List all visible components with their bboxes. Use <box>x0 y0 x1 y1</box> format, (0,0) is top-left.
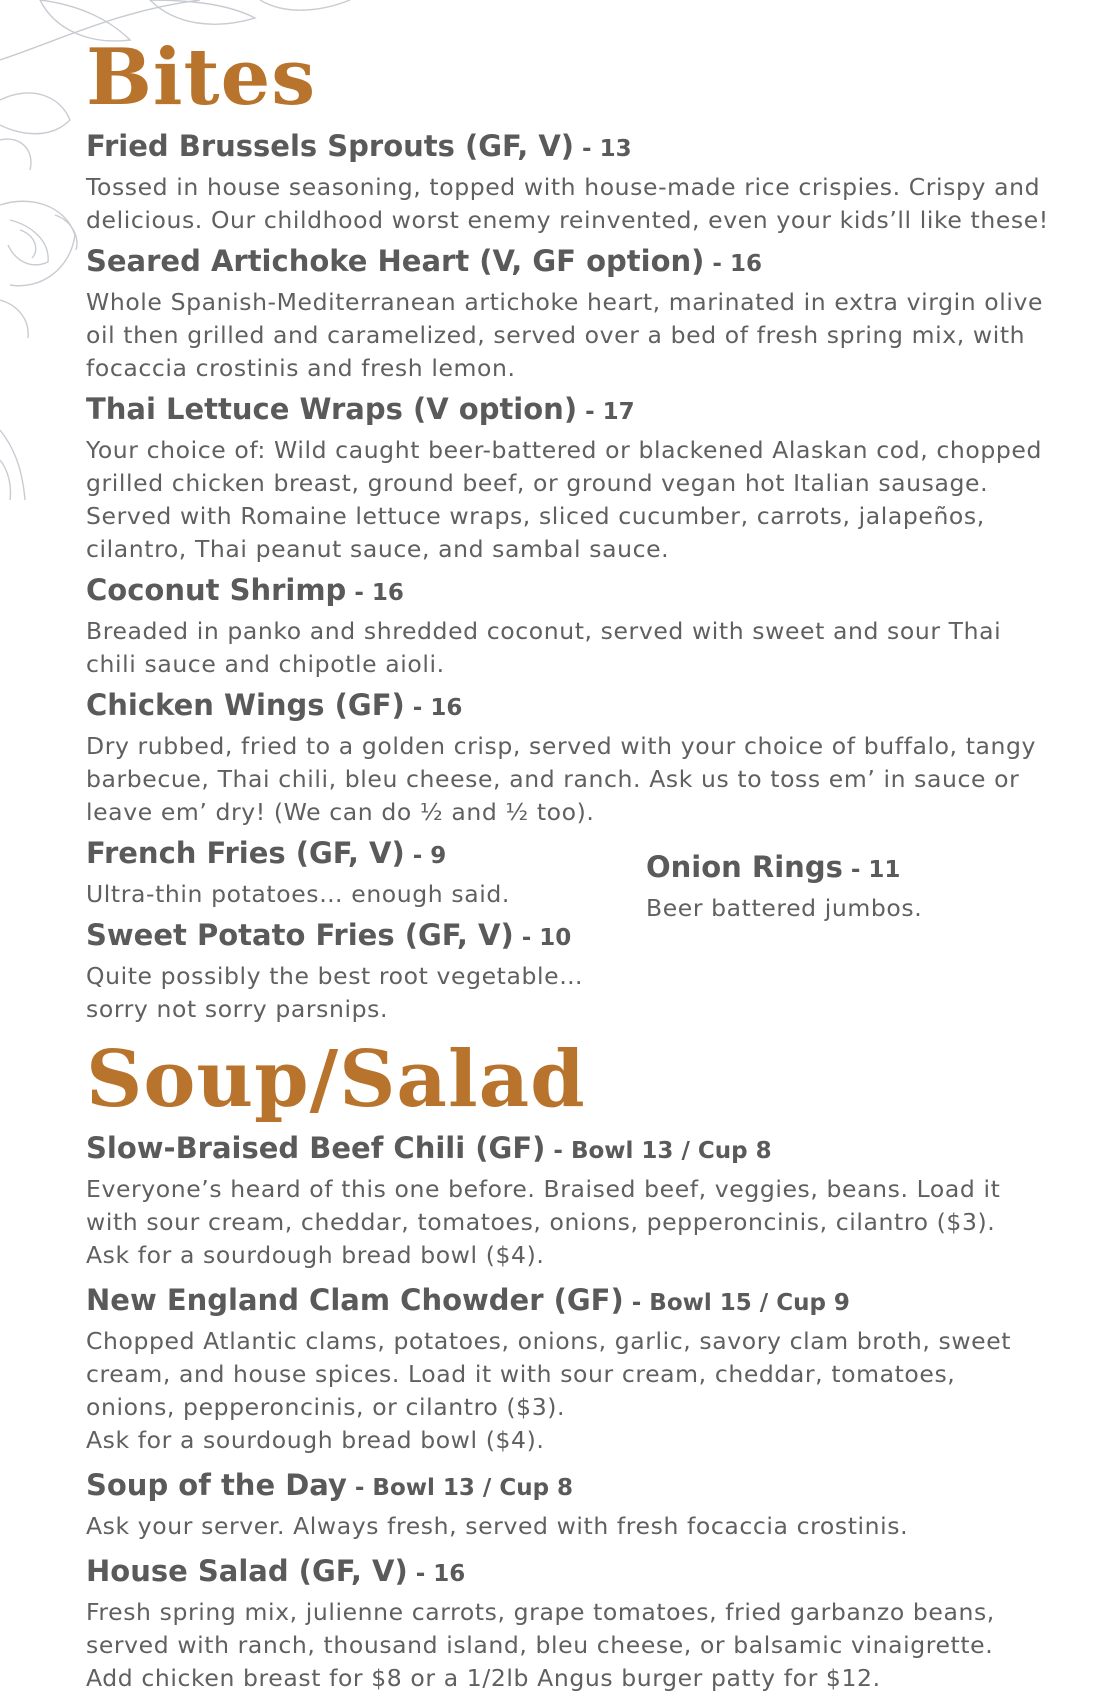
item-name: Thai Lettuce Wraps (V option) <box>86 392 578 426</box>
menu-item <box>86 241 1086 385</box>
bites-section-title: Bites <box>86 32 317 123</box>
item-description: Everyone’s heard of this one before. Braised beef, veggies, beans. Load it with sour cream, cheddar, tomatoes, onions, pepperoncinis, cilantro ($3). Ask for a sourdough bread bowl ($4). <box>86 1175 1001 1269</box>
item-price: - 10 <box>521 925 572 951</box>
item-name: New England Clam Chowder (GF) <box>86 1283 624 1317</box>
menu-item <box>646 847 1066 925</box>
sides-left-column <box>86 833 646 1026</box>
item-price: - 16 <box>412 695 463 721</box>
item-description: Ultra-thin potatoes… enough said. <box>86 880 510 908</box>
item-price: - 16 <box>415 1561 466 1587</box>
item-name: Onion Rings <box>646 850 843 884</box>
item-description: Ask your server. Always fresh, served with fresh focaccia crostinis. <box>86 1512 909 1540</box>
menu-item <box>86 389 1086 566</box>
item-price: - 13 <box>582 136 632 162</box>
menu-item <box>86 1280 1086 1457</box>
item-description: Breaded in panko and shredded coconut, served with sweet and sour Thai chili sauce and chipotle aioli. <box>86 617 1002 678</box>
sides-right-column <box>646 833 1066 1026</box>
menu-page <box>86 30 1086 1695</box>
item-description: Tossed in house seasoning, topped with house-made rice crispies. Crispy and delicious. Our childhood worst enemy reinvented, even your kids’ll like these! <box>86 173 1049 234</box>
menu-item <box>86 1465 1086 1543</box>
item-price: - 16 <box>712 251 762 277</box>
soup-salad-section-title: Soup/Salad <box>86 1034 586 1125</box>
menu-item <box>86 1551 1086 1695</box>
item-name: Seared Artichoke Heart (V, GF option) <box>86 244 705 278</box>
item-name: Fried Brussels Sprouts (GF, V) <box>86 129 575 163</box>
menu-item <box>86 833 646 911</box>
item-name: Soup of the Day <box>86 1468 347 1502</box>
item-price: - Bowl 15 / Cup 9 <box>631 1290 850 1316</box>
item-price: - 17 <box>585 399 635 425</box>
menu-item <box>86 570 1086 681</box>
item-description: Your choice of: Wild caught beer-battered or blackened Alaskan cod, chopped grilled chicken breast, ground beef, or ground vegan hot Italian sausage. Served with Romaine lettuce wraps, sliced cucumber, carrots, jalapeños, cilantro, Thai peanut sauce, and sambal sauce. <box>86 436 1042 563</box>
menu-item <box>86 1128 1086 1272</box>
item-name: Sweet Potato Fries (GF, V) <box>86 918 514 952</box>
item-description: Fresh spring mix, julienne carrots, grape tomatoes, fried garbanzo beans, served with ranch, thousand island, bleu cheese, or balsamic vinaigrette. Add chicken breast for $8 or a 1/2lb Angus burger patty for $12. <box>86 1598 995 1692</box>
item-name: French Fries (GF, V) <box>86 836 405 870</box>
item-name: House Salad (GF, V) <box>86 1554 408 1588</box>
item-price: - 11 <box>850 857 901 883</box>
menu-item <box>86 685 1086 829</box>
item-description: Quite possibly the best root vegetable… sorry not sorry parsnips. <box>86 962 584 1023</box>
sides-columns <box>86 833 1086 1026</box>
item-description: Dry rubbed, fried to a golden crisp, served with your choice of buffalo, tangy barbecue, Thai chili, bleu cheese, and ranch. Ask us to toss em’ in sauce or leave em’ dry! (We can do ½ and ½ too). <box>86 732 1037 826</box>
menu-item <box>86 126 1086 237</box>
menu-item <box>86 915 646 1026</box>
item-name: Coconut Shrimp <box>86 573 347 607</box>
item-price: - 9 <box>412 843 447 869</box>
item-description: Chopped Atlantic clams, potatoes, onions, garlic, savory clam broth, sweet cream, and house spices. Load it with sour cream, cheddar, tomatoes, onions, pepperoncinis, or cilantro ($3). Ask for a sourdough bread bowl ($4). <box>86 1327 1012 1454</box>
item-price: - Bowl 13 / Cup 8 <box>553 1138 772 1164</box>
item-description: Whole Spanish-Mediterranean artichoke heart, marinated in extra virgin olive oil then grilled and caramelized, served over a bed of fresh spring mix, with focaccia crostinis and fresh lemon. <box>86 288 1044 382</box>
item-name: Slow-Braised Beef Chili (GF) <box>86 1131 546 1165</box>
item-name: Chicken Wings (GF) <box>86 688 405 722</box>
item-description: Beer battered jumbos. <box>646 894 923 922</box>
item-price: - 16 <box>354 580 404 606</box>
item-price: - Bowl 13 / Cup 8 <box>354 1475 574 1501</box>
